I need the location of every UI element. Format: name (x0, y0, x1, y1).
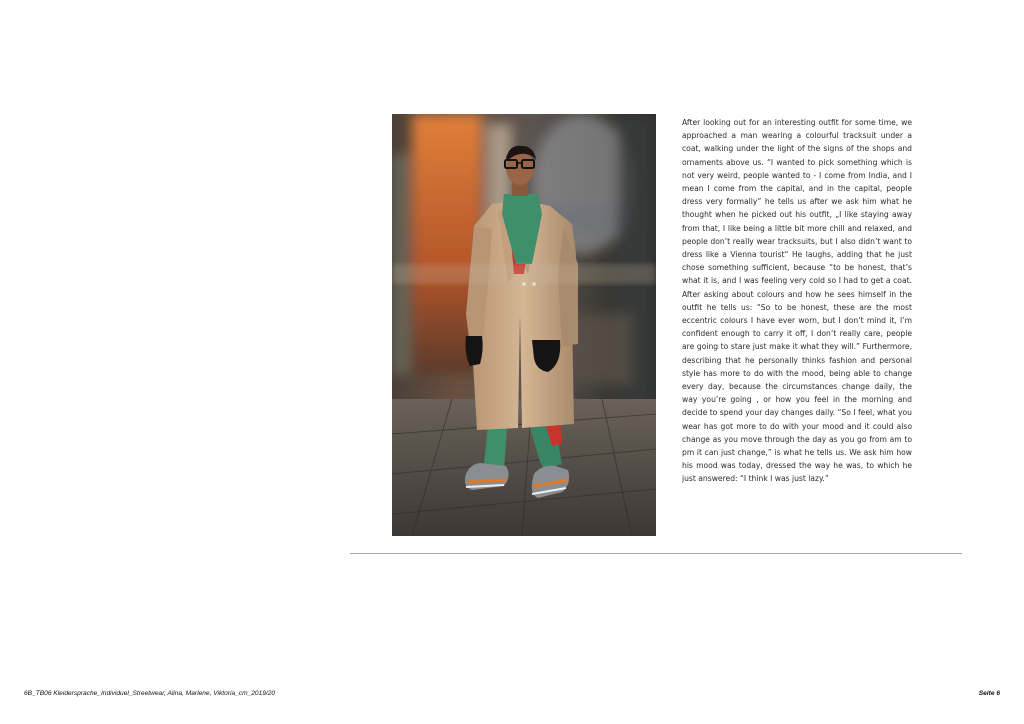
street-style-photo-art (392, 114, 656, 536)
footer-course-info: 6B_TB06 Kleidersprache_Individuel_Streetwear, Alina, Marlene, Viktoria_cm_2019/20 (24, 690, 276, 697)
footer-page-number: Seite 6 (978, 690, 1000, 697)
article-body: After looking out for an interesting outfit for some time, we approached a man wearing a colourful tracksuit under a coat, walking under the light of the signs of the shops and ornaments above us. “I wanted to pick something which is not very weird, people wanted to - I come from India, and I mean I come from the capital, and in the capital, people dress very formally” he tells us after we ask him what he thought when he picked out his outfit, „I like staying away from that, I like being a little bit more chill and relaxed, and people don’t really wear tracksuits, but I also didn’t want to dress like a Vienna tourist“ He laughs, adding that he just chose something sufficient, because “to be honest, that’s what it is, and I was feeling very cold so I had to get a coat. After asking about colours and how he sees himself in the outfit he tells us: “So to be honest, these are the most eccentric colours I have ever worn, but I don’t mind it, I’m confident enough to carry it off, I don’t really care, people are going to stare just make it what they will.” Furthermore, describing that he personally thinks fashion and personal style has more to do with the mood, being able to change every day, because the circumstances change daily, the way you’re going , or how you feel in the morning and decide to spend your day changes daily. “So I feel, what you wear has got more to do with your mood and it could also change as you move through the day as you go from am to pm it can just change,” is what he tells us. We ask him how his mood was today, dressed the way he was, to which he just answered: “I think I was just lazy.” (682, 118, 912, 484)
street-style-photo (392, 114, 656, 536)
horizontal-divider (350, 553, 962, 554)
